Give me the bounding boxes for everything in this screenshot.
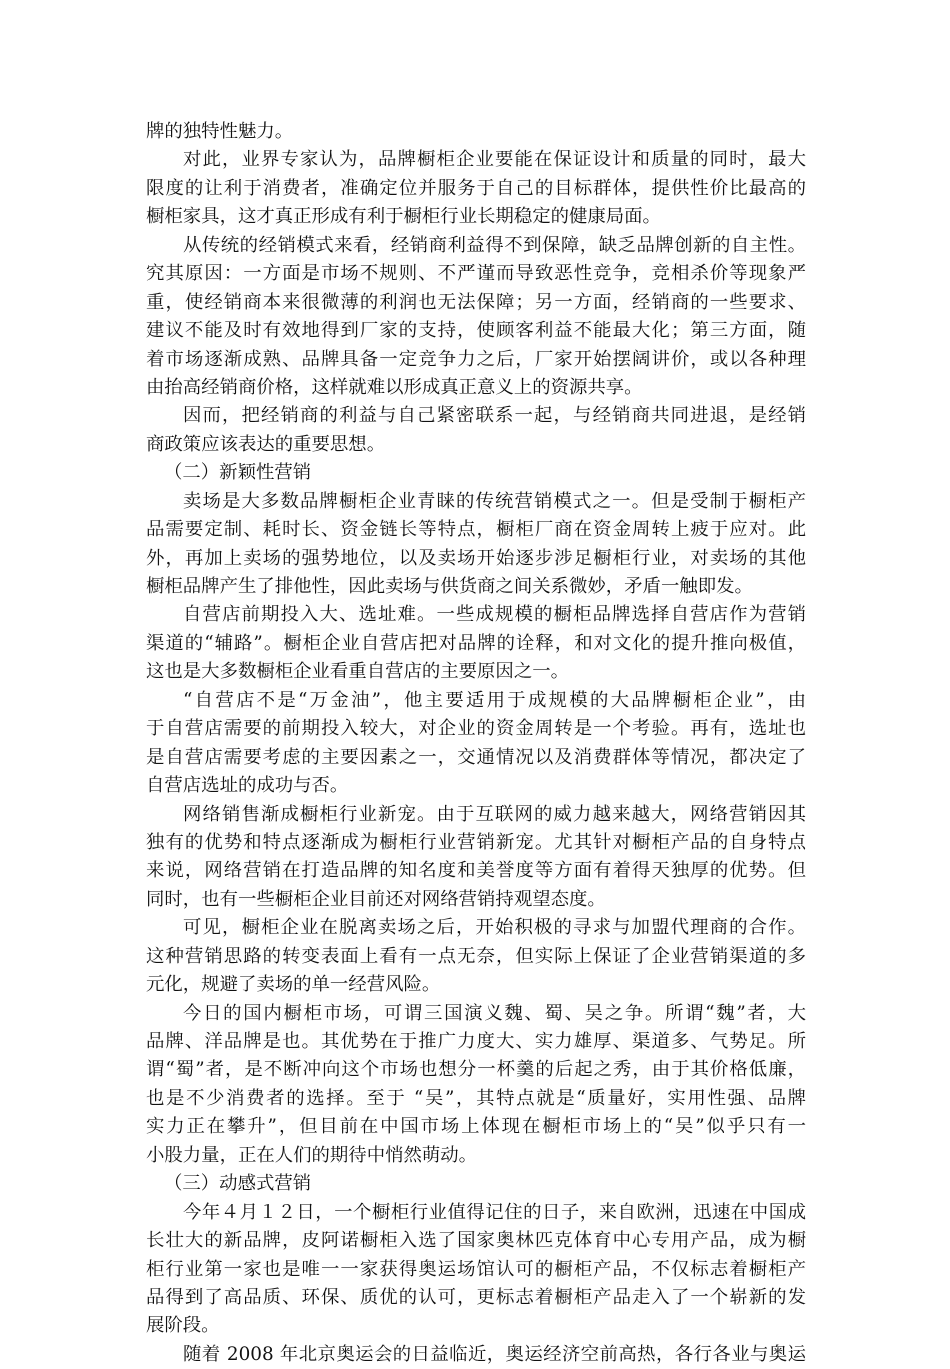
- text-line: 商政策应该表达的重要思想。: [146, 433, 386, 455]
- text-line: 对此，业界专家认为，品牌橱柜企业要能在保证设计和质量的同时，最大: [183, 149, 806, 171]
- text-line: 同时，也有一些橱柜企业目前还对网络营销持观望态度。: [146, 888, 606, 910]
- text-line: 是自营店需要考虑的主要因素之一，交通情况以及消费群体等情况，都决定了: [146, 746, 806, 768]
- text-line: 牌的独特性魅力。: [146, 121, 294, 142]
- text-line: 自营店选址的成功与否。: [146, 775, 349, 797]
- text-line: 品需要定制、耗时长、资金链长等特点，橱柜厂商在资金周转上疲于应对。此: [146, 519, 806, 541]
- text-line: 卖场是大多数品牌橱柜企业青睐的传统营销模式之一。但是受制于橱柜产: [183, 490, 806, 512]
- text-line: 于自营店需要的前期投入较大，对企业的资金周转是一个考验。再有，选址也: [146, 718, 806, 740]
- text-line: 今年４月１２日，一个橱柜行业值得记住的日子，来自欧洲，迅速在中国成: [183, 1201, 806, 1223]
- section-heading: （三）动感式营销: [164, 1173, 312, 1195]
- section-heading: （二）新颖性营销: [164, 462, 312, 484]
- text-line: 品得到了高品质、环保、质优的认可，更标志着橱柜产品走入了一个崭新的发: [146, 1286, 806, 1308]
- text-line: 从传统的经销模式来看，经销商利益得不到保障，缺乏品牌创新的自主性。: [183, 234, 806, 256]
- text-line: 来说，网络营销在打造品牌的知名度和美誉度等方面有着得天独厚的优势。但: [146, 860, 806, 882]
- text-line: 外，再加上卖场的强势地位，以及卖场开始逐步涉足橱柜行业，对卖场的其他: [146, 547, 806, 569]
- text-line: 限度的让利于消费者，准确定位并服务于自己的目标群体，提供性价比最高的: [146, 177, 806, 199]
- text-line: 着市场逐渐成熟、品牌具备一定竞争力之后，厂家开始摆阔讲价，或以各种理: [146, 348, 806, 370]
- text-line: 随着 2008 年北京奥运会的日益临近，奥运经济空前高热，各行各业与奥运: [183, 1343, 806, 1365]
- text-line: 橱柜家具，这才真正形成有利于橱柜行业长期稳定的健康局面。: [146, 206, 661, 228]
- text-line: 也是不少消费者的选择。至于 “吴”，其特点就是“质量好，实用性强、品牌: [146, 1087, 806, 1109]
- text-line: 可见，橱柜企业在脱离卖场之后，开始积极的寻求与加盟代理商的合作。: [183, 917, 806, 939]
- text-line: 品牌、洋品牌是也。其优势在于推广力度大、实力雄厚、渠道多、气势足。所: [146, 1031, 806, 1052]
- text-line: 谓“蜀”者，是不断冲向这个市场也想分一杯羹的后起之秀，由于其价格低廉，: [146, 1059, 806, 1081]
- text-line: 实力正在攀升”，但目前在中国市场上体现在橱柜市场上的“吴”似乎只有一: [146, 1116, 806, 1138]
- document-body: [146, 118, 806, 1369]
- text-line: 建议不能及时有效地得到厂家的支持，使顾客利益不能最大化；第三方面，随: [146, 320, 806, 342]
- text-line: 长壮大的新品牌，皮阿诺橱柜入选了国家奥林匹克体育中心专用产品，成为橱: [146, 1230, 806, 1252]
- text-line: 因而，把经销商的利益与自己紧密联系一起，与经销商共同进退，是经销: [183, 405, 806, 427]
- text-line: 网络销售渐成橱柜行业新宠。由于互联网的威力越来越大，网络营销因其: [183, 803, 806, 825]
- text-line: 究其原因：一方面是市场不规则、不严谨而导致恶性竞争，竞相杀价等现象严: [146, 263, 806, 285]
- text-line: 元化，规避了卖场的单一经营风险。: [146, 974, 441, 996]
- text-line: 这种营销思路的转变表面上看有一点无奈，但实际上保证了企业营销渠道的多: [146, 945, 806, 967]
- text-line: 展阶段。: [146, 1315, 220, 1337]
- text-line: 今日的国内橱柜市场，可谓三国演义魏、蜀、吴之争。所谓“魏”者，大: [183, 1002, 806, 1024]
- text-line: 渠道的“辅路”。橱柜企业自营店把对品牌的诠释，和对文化的提升推向极值，: [146, 632, 806, 654]
- text-line: 柜行业第一家也是唯一一家获得奥运场馆认可的橱柜产品，不仅标志着橱柜产: [146, 1258, 806, 1280]
- text-line: 橱柜品牌产生了排他性，因此卖场与供货商之间关系微妙，矛盾一触即发。: [146, 576, 753, 597]
- text-line: 由抬高经销商价格，这样就难以形成真正意义上的资源共享。: [146, 376, 643, 398]
- text-line: 独有的优势和特点逐渐成为橱柜行业营销新宠。尤其针对橱柜产品的自身特点: [146, 831, 806, 853]
- text-line: 这也是大多数橱柜企业看重自营店的主要原因之一。: [146, 661, 569, 683]
- text-line: 自营店前期投入大、选址难。一些成规模的橱柜品牌选择自营店作为营销: [183, 604, 806, 626]
- text-line: “自营店不是“万金油”，他主要适用于成规模的大品牌橱柜企业”，由: [183, 689, 806, 711]
- text-line: 重，使经销商本来很微薄的利润也无法保障；另一方面，经销商的一些要求、: [146, 291, 806, 313]
- text-line: 小股力量，正在人们的期待中悄然萌动。: [146, 1144, 478, 1166]
